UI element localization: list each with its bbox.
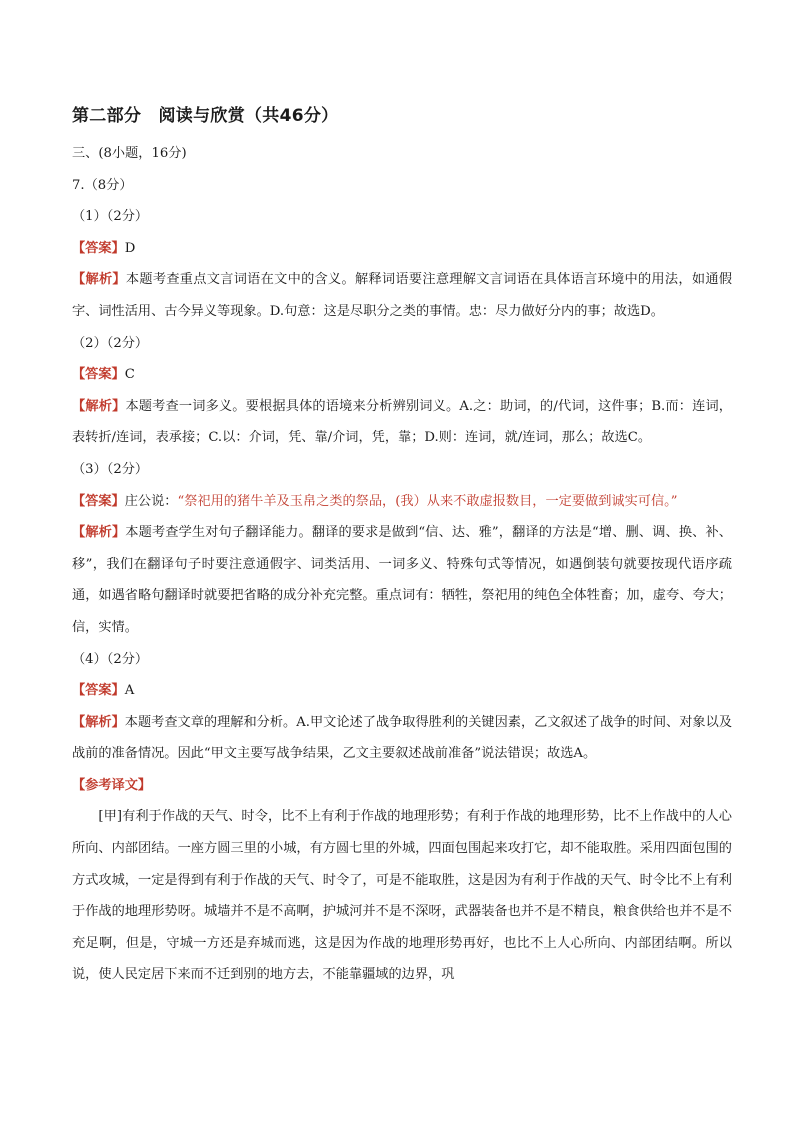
sub-question-3-heading: （3）（2分） <box>72 461 149 477</box>
analysis-text: 本题考查重点文言词语在文中的含义。解释词语要注意理解文言词语在具体语言环境中的用法，如通假字、词性活用、古今异义等现象。D.句意：这是尽职分之类的事情。忠：尽力做好分内的事；故选D。 <box>72 272 733 319</box>
answer-quote: “祭祀用的猪牛羊及玉帛之类的祭品，(我）从来不敢虚报数目，一定要做到诚实可信。” <box>177 493 678 509</box>
translation-tag: 【参考译文】 <box>72 777 152 793</box>
sub-question-4-analysis <box>72 707 732 770</box>
analysis-tag: 【解析】 <box>72 272 126 288</box>
sub-question-2-analysis <box>72 391 732 454</box>
sub-question-1-analysis <box>72 264 732 327</box>
sub-question-3-analysis <box>72 517 732 643</box>
sub-question-1-answer <box>72 233 732 265</box>
sub-question-2-heading: （2）（2分） <box>72 335 149 351</box>
answer-text: A <box>124 683 135 699</box>
sub-question-4-answer <box>72 675 732 707</box>
answer-tag: 【答案】 <box>72 493 125 509</box>
sub-question-4-heading: （4）（2分） <box>72 651 149 667</box>
analysis-text: 本题考查一词多义。要根据具体的语境来分析辨别词义。A.之：助词，的/代词，这件事；B.而：连词，表转折/连词，表承接；C.以：介词，凭、靠/介词，凭，靠；D.则：连词，就/连词，那么；故选C。 <box>72 398 732 446</box>
part-three-heading: 三、(8小题，16分) <box>72 146 187 161</box>
document-content <box>72 100 732 991</box>
answer-tag: 【答案】 <box>72 683 125 699</box>
analysis-text: 本题考查学生对句子翻译能力。翻译的要求是做到“信、达、雅”，翻译的方法是“增、删、调、换、补、移”，我们在翻译句子时要注意通假字、词类活用、一词多义、特殊句式等情况，如遇倒装句就要按现代语序疏通，如遇省略句翻译时就要把省略的成分补充完整。重点词有：牺牲，祭祀用的纯色全体牲畜；加，虚夸、夸大；信，实情。 <box>72 525 732 635</box>
analysis-tag: 【解析】 <box>72 714 125 730</box>
analysis-text: 本题考查文章的理解和分析。A.甲文论述了战争取得胜利的关键因素，乙文叙述了战争的时间、对象以及战前的准备情况。因此“甲文主要写战争结果，乙文主要叙述战前准备”说法错误；故选A。 <box>72 714 733 762</box>
translation-heading <box>72 770 732 802</box>
sub-question-1-heading: （1）（2分） <box>72 209 149 225</box>
answer-text: C <box>124 367 135 383</box>
analysis-tag: 【解析】 <box>72 398 126 414</box>
answer-prefix: 庄公说： <box>124 493 178 509</box>
answer-text: D <box>124 240 136 256</box>
sub-question-3-answer <box>72 486 732 518</box>
section-title: 第二部分 阅读与欣赏（共46分） <box>72 106 339 126</box>
sub-question-2-answer <box>72 359 732 391</box>
answer-tag: 【答案】 <box>72 367 125 383</box>
analysis-tag: 【解析】 <box>72 525 126 541</box>
question-7-heading: 7.（8分） <box>72 177 133 193</box>
translation-text: [甲]有利于作战的天气、时令，比不上有利于作战的地理形势；有利于作战的地理形势，比不上作战中的人心所向、内部团结。一座方圆三里的小城，有方圆七里的外城，四面包围起来攻打它，却不能取胜。采用四面包围的方式攻城，一定是得到有利于作战的天气、时令了，可是不能取胜，这是因为有利于作战的天气、时令比不上有利于作战的地理形势呀。城墙并不是不高啊，护城河并不是不深呀，武器装备也并不是不精良，粮食供给也并不是不充足啊，但是，守城一方还是弃城而逃，这是因为作战的地理形势再好，也比不上人心所向、内部团结啊。所以说，使人民定居下来而不迁到别的地方去，不能靠疆域的边界，巩 <box>72 809 732 983</box>
answer-tag: 【答案】 <box>72 240 125 256</box>
